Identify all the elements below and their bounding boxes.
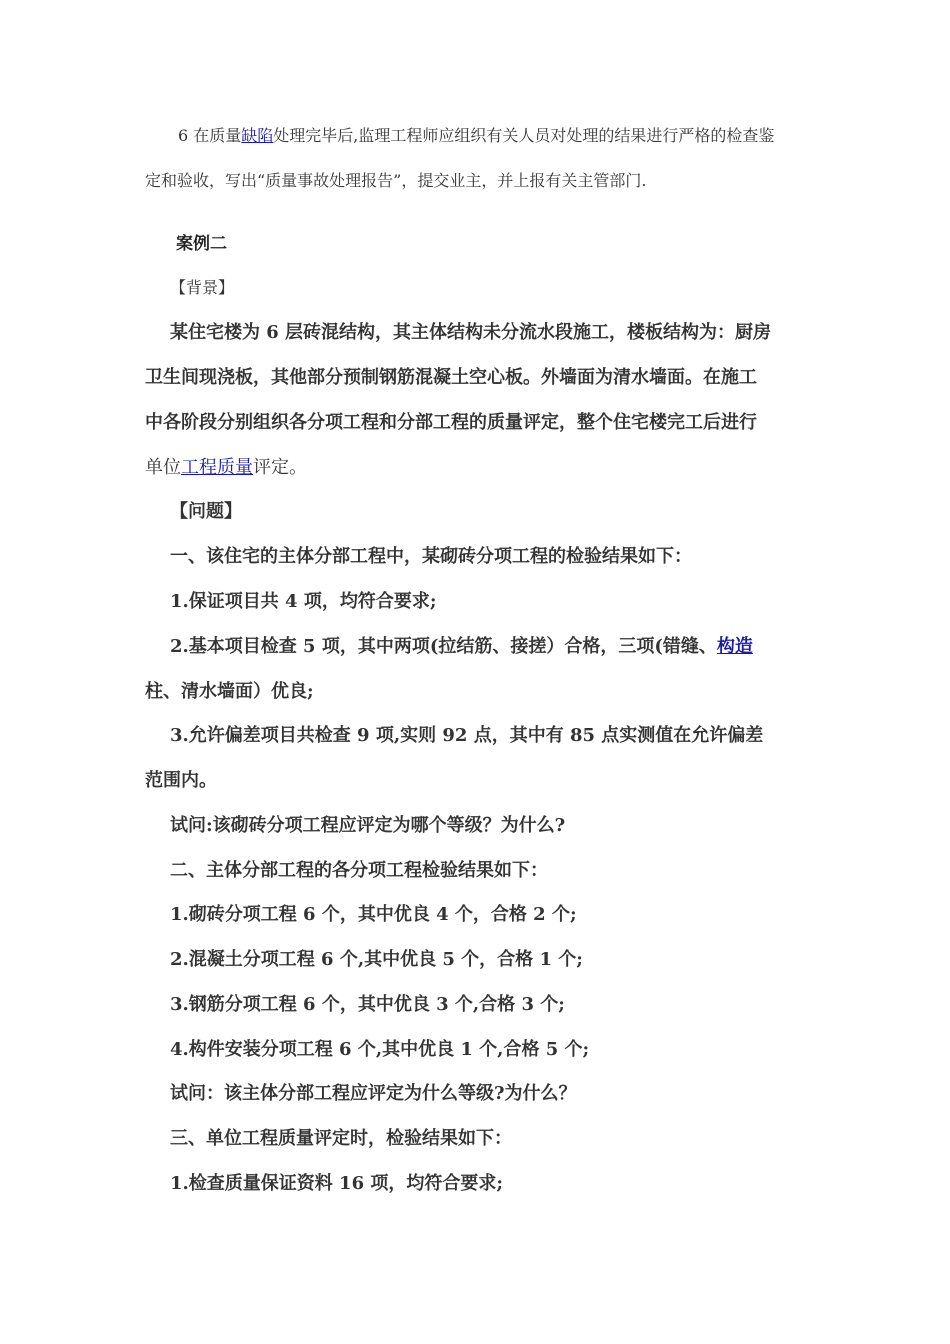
q3-intro: 三、单位工程质量评定时，检验结果如下：	[170, 1128, 512, 1149]
question-label: 【问题】	[170, 501, 242, 522]
link-construct[interactable]: 构造	[716, 636, 753, 657]
para1-line2: 定和验收，写出“质量事故处理报告”，提交业主，并上报有关主管部门.	[145, 171, 647, 190]
background-line4	[145, 459, 825, 477]
background-label: 【背景】	[170, 278, 235, 297]
para1-line1	[178, 128, 858, 144]
link-defect[interactable]: 缺陷	[241, 126, 274, 145]
background-line3: 中各阶段分别组织各分项工程和分部工程的质量评定，整个住宅楼完工后进行	[145, 412, 757, 433]
q2-item3: 3.钢筋分项工程 6 个，其中优良 3 个,合格 3 个;	[170, 994, 565, 1015]
q2-ask: 试问：该主体分部工程应评定为什么等级?为什么？	[170, 1083, 577, 1104]
q1-item2	[170, 638, 850, 656]
q1-item1: 1.保证项目共 4 项，均符合要求;	[170, 591, 437, 612]
q1-item2-a: 2.基本项目检查 5 项，其中两项(拉结筋、接搓）合格，三项(错缝、	[170, 636, 717, 657]
q1-item2-cont: 柱、清水墙面）优良;	[145, 681, 314, 702]
q3-item1: 1.检查质量保证资料 16 项，均符合要求;	[170, 1173, 504, 1194]
background-line4-b: 评定。	[253, 457, 307, 478]
background-line1: 某住宅楼为 6 层砖混结构，其主体结构未分流水段施工，楼板结构为：厨房	[170, 322, 772, 343]
q2-item1: 1.砌砖分项工程 6 个，其中优良 4 个，合格 2 个;	[170, 904, 577, 925]
q1-ask: 试问:该砌砖分项工程应评定为哪个等级？为什么?	[170, 815, 566, 836]
q1-item3-cont: 范围内。	[145, 770, 217, 791]
q2-item4: 4.构件安装分项工程 6 个,其中优良 1 个,合格 5 个;	[170, 1039, 590, 1060]
q2-item2: 2.混凝土分项工程 6 个,其中优良 5 个，合格 1 个;	[170, 949, 583, 970]
background-line4-a: 单位	[145, 457, 181, 478]
q2-intro: 二、主体分部工程的各分项工程检验结果如下：	[170, 860, 548, 881]
q1-intro: 一、该住宅的主体分部工程中，某砌砖分项工程的检验结果如下：	[170, 546, 692, 567]
case-title: 案例二	[176, 234, 227, 254]
background-line2: 卫生间现浇板，其他部分预制钢筋混凝土空心板。外墙面为清水墙面。在施工	[145, 367, 757, 388]
q1-item3: 3.允许偏差项目共检查 9 项,实则 92 点，其中有 85 点实测值在允许偏差	[170, 725, 764, 746]
link-engineering-quality[interactable]: 工程质量	[181, 457, 253, 478]
para1-text-b: 处理完毕后,监理工程师应组织有关人员对处理的结果进行严格的检查鉴	[273, 126, 775, 145]
para1-text-a: 6 在质量	[178, 126, 242, 145]
